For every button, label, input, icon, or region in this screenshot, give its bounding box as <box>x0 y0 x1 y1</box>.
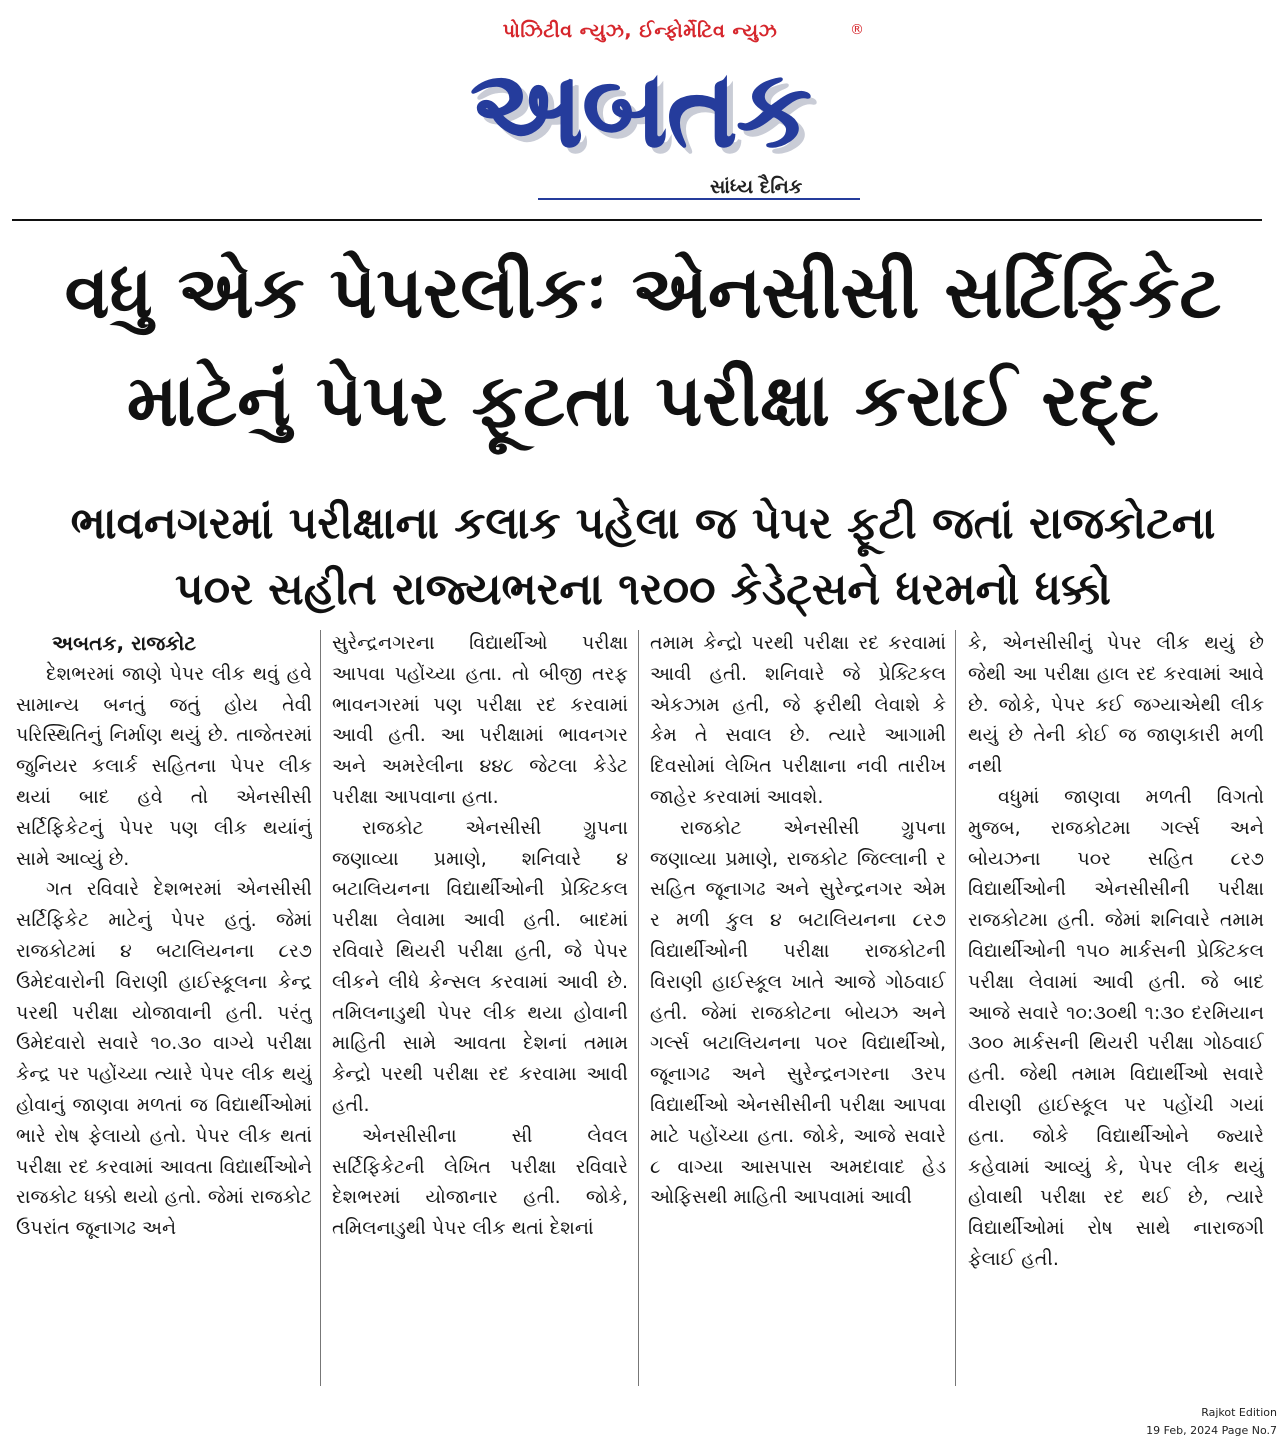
paragraph: રાજકોટ એનસીસી ગ્રુપના જણાવ્યા પ્રમાણે, રાજકોટ જિલ્લાની ર સહિત જૂનાગઢ અને સુરેન્દ્રનગર એમ ર મળી કુલ ૪ બટાલિયનના ૮ર૭ વિદ્યાર્થીઓની પરીક્ષા રાજકોટની વિરાણી હાઈસ્કૂલ ખાતે આજે ગોઠવાઈ હતી. જેમાં રાજકોટના બોયઝ અને ગર્લ્સ બટાલિયનના પ૦ર વિદ્યાર્થીઓ, જૂનાગઢ અને સુરેન્દ્રનગરના ૩ર૫ વિદ્યાર્થીઓ એનસીસીની પરીક્ષા આપવા માટે પહોંચ્યા હતા. જોકે, આજે સવારે ૮ વાગ્યા આસપાસ અમદાવાદ હેડ ઓફિસથી માહિતી આપવામાં આવી <box>650 816 946 1209</box>
paragraph: સુરેન્દ્રનગરના વિદ્યાર્થીઓ પરીક્ષા આપવા પહોંચ્યા હતા. તો બીજી તરફ ભાવનગરમાં પણ પરીક્ષા રદ કરવામાં આવી હતી. આ પરીક્ષામાં ભાવનગર અને અમરેલીના ૪૪૮ જેટલા કેડેટ પરીક્ષા આપવાના હતા. <box>332 632 628 808</box>
column-separator <box>320 630 321 1386</box>
footer-date-page: 19 Feb, 2024 Page No.7 <box>1146 1424 1277 1437</box>
paragraph: રાજકોટ એનસીસી ગ્રુપના જણાવ્યા પ્રમાણે, શનિવારે ૪ બટાલિયનના વિદ્યાર્થીઓની પ્રેક્ટિકલ પરીક્ષા લેવામા આવી હતી. બાદમાં રવિવારે થિયરી પરીક્ષા હતી, જે પેપર લીકને લીધે કેન્સલ કરવામાં આવી છે. તમિલનાડુથી પેપર લીક થયા હોવાની માહિતી સામે આવતા દેશનાં તમામ કેન્દ્રો પરથી પરીક્ષા રદ કરવામા આવી હતી. <box>332 816 628 1116</box>
masthead <box>420 14 870 204</box>
paragraph: તમામ કેન્દ્રો પરથી પરીક્ષા રદ કરવામાં આવી હતી. શનિવારે જે પ્રેક્ટિકલ એકઝામ હતી, જે ફરીથી લેવાશે કે કેમ તે સવાલ છે. ત્યારે આગામી દિવસોમાં લેખિત પરીક્ષાના નવી તારીખ જાહેર કરવામાં આવશે. <box>650 632 946 808</box>
masthead-tagline: પોઝિટીવ ન્યુઝ, ઈન્ફોર્મેટિવ ન્યુઝ <box>502 20 778 42</box>
headline-line-1: વધુ એક પેપરલીકઃ એનસીસી સર્ટિફિકેટ <box>64 250 1222 334</box>
edition-label: સાંધ્ય દૈનિક <box>710 176 803 198</box>
newspaper-logo: અબતક <box>469 47 811 172</box>
paragraph: દેશભરમાં જાણે પેપર લીક થવું હવે સામાન્ય બનતું જતું હોય તેવી પરિસ્થિતિનું નિર્માણ થયું છે. તાજેતરમાં જુનિયર કલાર્ક સહિતના પેપર લીક થયાં બાદ હવે તો એનસીસી સર્ટિફિકેટનું પેપર પણ લીક થયાંનું સામે આવ્યું છે. <box>16 662 312 870</box>
article-column-2 <box>332 628 628 1388</box>
byline: અબતક, રાજકોટ <box>52 631 197 655</box>
page-footer <box>1146 1404 1277 1440</box>
article-column-4 <box>968 628 1264 1388</box>
edition-underline <box>538 198 860 200</box>
registered-mark: ® <box>850 22 864 38</box>
subheadline-line-2: પ૦ર સહીત રાજ્યભરના ૧ર૦૦ કેડેટ્સને ધરમનો ધક્કો <box>175 564 1111 615</box>
subheadline-line-1: ભાવનગરમાં પરીક્ષાના કલાક પહેલા જ પેપર ફૂટી જતાં રાજકોટના <box>70 498 1216 549</box>
paragraph: ગત રવિવારે દેશભરમાં એનસીસી સર્ટિફિકેટ માટેનું પેપર હતું. જેમાં રાજકોટમાં ૪ બટાલિયનના ૮ર૭ ઉમેદવારોની વિરાણી હાઈસ્કૂલના કેન્દ્ર પરથી પરીક્ષા યોજાવાની હતી. પરંતુ ઉમેદવારો સવારે ૧૦.૩૦ વાગ્યે પરીક્ષા કેન્દ્ર પર પહોંચ્યા ત્યારે પેપર લીક થયું હોવાનું જાણવા મળતાં જ વિદ્યાર્થીઓમાં ભારે રોષ ફેલાયો હતો. પેપર લીક થતાં પરીક્ષા રદ કરવામાં આવતા વિદ્યાર્થીઓને રાજકોટ ધક્કો થયો હતો. જેમાં રાજકોટ ઉપરાંત જૂનાગઢ અને <box>16 878 312 1240</box>
masthead-divider <box>12 219 1262 221</box>
paragraph: એનસીસીના સી લેવલ સર્ટિફિકેટની લેખિત પરીક્ષા રવિવારે દેશભરમાં યોજાનાર હતી. જોકે, તમિલનાડુથી પેપર લીક થતાં દેશનાં <box>332 1124 628 1240</box>
column-separator <box>955 630 956 1386</box>
footer-edition: Rajkot Edition <box>1201 1406 1277 1419</box>
article-column-1 <box>16 628 312 1388</box>
article-column-3 <box>650 628 946 1388</box>
headline-line-2: માટેનું પેપર ફૂટતા પરીક્ષા કરાઈ રદ્દ <box>126 358 1160 442</box>
paragraph: કે, એનસીસીનું પેપર લીક થયું છે જેથી આ પરીક્ષા હાલ રદ કરવામાં આવે છે. જોકે, પેપર કઈ જગ્યાએથી લીક થયું છે તેની કોઈ જ જાણકારી મળી નથી <box>968 632 1264 778</box>
paragraph: વધુમાં જાણવા મળતી વિગતો મુજબ, રાજકોટમા ગર્લ્સ અને બોયઝના પ૦ર સહિત ૮ર૭ વિદ્યાર્થીઓની એનસીસીની પરીક્ષા રાજકોટમા હતી. જેમાં શનિવારે તમામ વિદ્યાર્થીઓની ૧૫૦ માર્કસની પ્રેક્ટિકલ પરીક્ષા લેવામાં આવી હતી. જે બાદ આજે સવારે ૧૦:૩૦થી ૧:૩૦ દરમિયાન ૩૦૦ માર્કસની થિયરી પરીક્ષા ગોઠવાઈ હતી. જેથી તમામ વિદ્યાર્થીઓ સવારે વીરાણી હાઈસ્કૂલ પર પહોંચી ગયાં હતા. જોકે વિદ્યાર્થીઓને જ્યારે કહેવામાં આવ્યું કે, પેપર લીક થયું હોવાથી પરીક્ષા રદ થઈ છે, ત્યારે વિદ્યાર્થીઓમાં રોષ સાથે નારાજગી ફેલાઈ હતી. <box>968 785 1264 1270</box>
column-separator <box>638 630 639 1386</box>
